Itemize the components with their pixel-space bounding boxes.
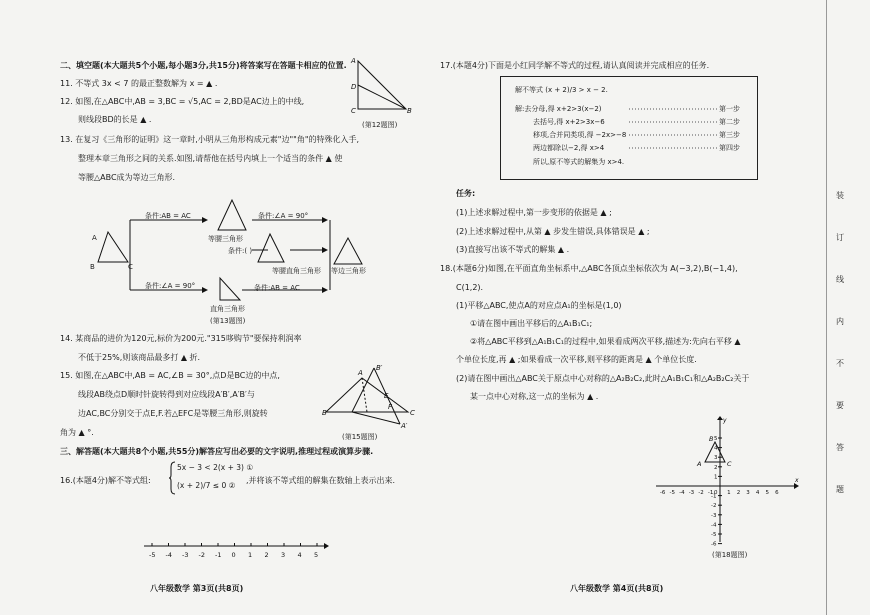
x-axis-label: -2 [698,490,704,496]
svg-text:C: C [410,409,415,417]
proof-step-2: 第二步 [719,118,740,126]
x-axis-label: -5 [669,490,675,496]
svg-text:y: y [723,417,727,424]
number-line-label: 4 [297,551,302,559]
proof-line-0: 解不等式 (x + 2)/3 > x − 2. [515,86,608,94]
y-axis-label: 3 [714,455,718,462]
svg-text:C: C [351,107,356,115]
y-axis-label: 2 [714,464,718,471]
proof-line-5: 所以,原不等式的解集为 x>4. [533,158,625,166]
y-axis-label: 1 [714,474,718,481]
svg-text:E: E [384,392,389,400]
q13-vertex-b: B [90,263,95,271]
svg-text:B: B [709,435,714,443]
q18-part1: (1)平移△ABC,使点A的对应点A₁的坐标是(1,0) [456,301,622,310]
x-axis-label: 0 [714,490,718,496]
q13-cond4: 条件:AB = AC [254,284,300,292]
proof-line-1: 解:去分母,得 x+2>3(x−2) [515,105,602,113]
y-axis-label: -6 [711,541,717,548]
y-axis-label: -2 [711,503,717,510]
q15-line3: 边AC,BC分别交于点E,F.若△EFC是等腰三角形,则旋转 [78,409,268,418]
q13-cond3: 条件:∠A = 90° [258,212,309,220]
proof-dots [629,107,719,151]
q13-vertex-c: C [128,263,133,271]
q18-part1b-line2: 个单位长度,再 ▲ ;如果看成一次平移,则平移的距离是 ▲ 个单位长度. [456,355,697,364]
x-axis-label: 3 [746,490,750,496]
seal-char-2: 订 [836,233,844,242]
number-line-label: 3 [281,551,286,559]
q13-lbl-isosceles: 等腰三角形 [208,235,243,243]
q13-line1: 13. 在复习《三角形的证明》这一章时,小明从三角形构成元素"边""角"的特殊化入手, [60,135,360,144]
q18-part2-line1: (2)请在图中画出△ABC关于原点中心对称的△A₂B₂C₂,此时△A₁B₁C₁和△A₂B₂C₂关于 [456,374,750,383]
q14-line1: 14. 某商品的进价为120元,标价为200元."315哆购节"要保持利润率 [60,334,302,343]
q13-lbl-iso-right: 等腰直角三角形 [272,267,321,275]
proof-step-3: 第三步 [719,131,740,139]
q17-task2: (2)上述求解过程中,从第 ▲ 步发生错误,具体错误是 ▲ ; [456,227,650,236]
footer-right: 八年级数学 第4页(共8页) [570,584,664,593]
number-line-label: -1 [215,551,222,559]
q18-caption: (第18题图) [712,551,748,559]
footer-left: 八年级数学 第3页(共8页) [150,584,244,593]
number-line [140,538,330,560]
svg-text:A: A [351,57,356,65]
brace-icon [168,461,176,495]
seal-char-8: 题 [836,485,844,494]
number-line-label: 1 [248,551,253,559]
section2-header: 二、填空题(本大题共5个小题,每小题3分,共15分)将答案写在答题卡相应的位置. [60,61,347,70]
q17-header: 17.(本题4分)下面是小红同学解不等式的过程,请认真阅读并完成相应的任务. [440,61,710,70]
seal-char-5: 不 [836,359,844,368]
svg-text:A′: A′ [401,422,408,430]
number-line-label: -3 [182,551,189,559]
seal-char-3: 线 [836,275,844,284]
q13-lbl-equilateral: 等边三角形 [331,267,366,275]
x-axis-label: -6 [659,490,666,496]
q13-vertex-a: A [92,234,97,242]
x-axis-label: 2 [736,490,741,496]
q13-cond1: 条件:AB = AC [145,212,191,220]
svg-text:B′: B′ [376,364,383,372]
number-line-label: -5 [149,551,156,559]
seal-char-1: 装 [836,191,844,200]
q12-line1: 12. 如图,在△ABC中,AB = 3,BC = √5,AC = 2,BD是AC边上的中线, [60,97,305,106]
svg-text:x: x [795,477,799,484]
y-axis-label: -3 [711,512,717,519]
x-axis-label: -4 [679,490,685,496]
q13-line2: 整理本章三角形之间的关系.如图,请帮他在括号内填上一个适当的条件 ▲ 使 [78,154,343,163]
q12-line2: 则线段BD的长是 ▲ . [78,115,152,124]
number-line-label: -2 [198,551,205,559]
number-line-label: 2 [264,551,269,559]
q15-caption: (第15题图) [342,433,378,441]
binding-strip [826,0,870,615]
q18-line2: C(1,2). [456,283,484,292]
q15-line1: 15. 如图,在△ABC中,AB = AC,∠B = 30°,点D是BC边的中点, [60,371,280,380]
q16-prefix: 16.(本题4分)解不等式组: [60,476,151,485]
x-axis-label: 1 [727,490,731,496]
q18-coordinate-plane [652,416,800,548]
svg-text:A: A [697,460,702,468]
q17-task1: (1)上述求解过程中,第一步变形的依据是 ▲ ; [456,208,612,217]
proof-step-4: 第四步 [719,144,740,152]
seal-char-4: 内 [836,317,844,326]
number-line-label: 5 [314,551,319,559]
svg-text:B: B [407,107,412,115]
q11: 11. 不等式 3x < 7 的最正整数解为 x = ▲ . [60,79,218,88]
x-axis-label: 5 [765,490,769,496]
q18-part1b-line1: ②将△ABC平移到△A₁B₁C₁的过程中,如果看成两次平移,描述为:先向右平移 ▲ [470,337,741,346]
q18-part2-line2: 某一点中心对称,这一点的坐标为 ▲ . [470,392,599,401]
x-axis-label: 4 [755,490,760,496]
proof-step-1: 第一步 [719,105,740,113]
svg-text:F: F [388,403,393,411]
q17-task3: (3)直接写出该不等式的解集 ▲ . [456,245,570,254]
proof-line-3: 移项,合并同类项,得 −2x>−8 [533,131,627,139]
y-axis-label: -4 [711,522,717,529]
x-axis-label: -3 [688,490,695,496]
q18-part1a: ①请在图中画出平移后的△A₁B₁C₁; [470,319,593,328]
q13-cond5: 条件:( ) [228,247,253,255]
q13-line3: 等腰△ABC成为等边三角形. [78,173,176,182]
q15-line4: 角为 ▲ °. [60,428,94,437]
y-axis-label: 4 [714,445,718,452]
x-axis-label: -1 [707,490,714,496]
q12-triangle-figure [350,55,415,115]
svg-text:B: B [322,409,327,417]
q15-line2: 线段AB绕点D顺时针旋转得到对应线段A′B′,A′B′与 [78,390,255,399]
q13-caption: (第13题图) [210,317,246,325]
y-axis-label: -1 [711,493,717,500]
proof-line-4: 两边都除以−2,得 x>4 [533,144,605,152]
q16-inequality-2: (x + 2)/7 ≤ 0 ② [177,481,236,490]
seal-char-7: 答 [836,443,844,452]
q13-lbl-right: 直角三角形 [210,305,245,313]
number-line-label: 0 [231,551,236,559]
q18-line1: 18.(本题6分)如图,在平面直角坐标系中,△ABC各顶点坐标依次为 A(−3,2),B(−1,4), [440,264,738,273]
seal-char-6: 要 [836,401,844,410]
x-axis-label: 6 [775,490,779,496]
proof-line-2: 去括号,得 x+2>3x−6 [533,118,605,126]
q12-caption: (第12题图) [362,121,398,129]
q16-suffix: ,并将该不等式组的解集在数轴上表示出来. [246,476,396,485]
section3-header: 三、解答题(本大题共8个小题,共55分)解答应写出必要的文字说明,推理过程或演算步骤. [60,447,374,456]
q17-task-label: 任务: [456,189,476,198]
q14-line2: 不低于25%,则该商品最多打 ▲ 折. [78,353,201,362]
svg-text:A: A [358,369,363,377]
q17-proof-box [500,76,758,180]
number-line-label: -4 [165,551,172,559]
y-axis-label: 5 [714,436,718,442]
q15-rotation-figure [322,362,417,430]
q16-inequality-1: 5x − 3 < 2(x + 3) ① [177,463,254,472]
svg-text:C: C [727,460,732,468]
y-axis-label: -5 [711,532,717,538]
q13-cond2: 条件:∠A = 90° [145,282,196,290]
svg-text:D: D [351,83,357,91]
